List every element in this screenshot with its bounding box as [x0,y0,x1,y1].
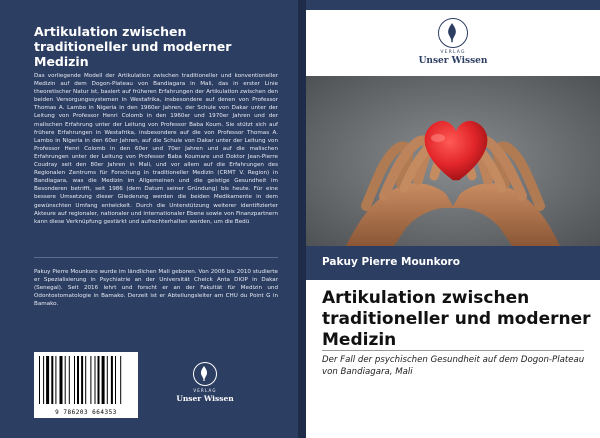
back-publisher-verlag: VERLAG [193,388,217,393]
front-cover-subtitle: Der Fall der psychischen Gesundheit auf dem Dogon-Plateau von Bandiagara, Mali [322,355,585,377]
tree-in-circle-icon [438,18,468,48]
author-bar [306,246,600,280]
hands-holding-heart-image [306,76,600,246]
back-cover-author-bio: Pakuy Pierre Mounkoro wurde im ländlichen Mali geboren. Von 2006 bis 2010 studierte er Spezialisierung in Psychiatrie an der Universität Cheick Anta DIOP in Dakar (Senegal). Seit 2016 lehrt und forscht er an der Fakultät für Medizin und Odontostomatologie in Bamako. Derzeit ist er Abteilungsleiter am CHU du Point G in Bamako. [34,269,278,308]
barcode [34,352,138,418]
back-publisher-logo [170,362,240,403]
front-cover-title: Artikulation zwischen traditioneller und moderner Medizin [322,288,591,350]
back-cover-divider [34,257,278,258]
back-cover-title: Artikulation zwischen traditioneller und moderner Medizin [34,24,232,69]
tree-in-circle-icon [193,362,217,386]
back-publisher-name: Unser Wissen [176,394,234,403]
back-cover [0,0,298,438]
front-cover [306,0,600,438]
book-spine [298,0,306,438]
front-cover-divider [322,350,584,351]
barcode-number: 9 786203 664353 [55,409,117,416]
front-publisher-logo [400,18,506,66]
front-top-bar [306,0,600,10]
front-author-name: Pakuy Pierre Mounkoro [322,256,460,268]
barcode-bars-icon [39,356,133,406]
front-publisher-name: Unser Wissen [418,56,488,66]
front-publisher-verlag: VERLAG [440,50,466,55]
back-cover-abstract: Das vorliegende Modell der Artikulation zwischen traditioneller und konventioneller Medizin auf dem Dogon-Plateau von Bandiagara in Mali, das in erster Linie theoretischer Natur ist, basiert auf früheren Erfahrungen der Artikulation zwischen den beiden Versorgungssystemen in Westafrika, insbesondere auf denen von Professor Thomas A. Lambo in Nigeria in den 1960er Jahren, der Schule von Dakar unter der Leitung von Professor Henri Colomb in den 1960er und 1970er Jahren und der malischen Erfahrung unter der Leitung von Professor Baba Koum. Sie stützt sich auf frühere Erfahrungen in Westafrika, insbesondere auf die von Professor Thomas A. Lambo in Nigeria in den 60er Jahren, auf die Schule von Dakar unter der Leitung von Professor Henri Colomb in den 60er und 70er Jahren und auf die malischen Erfahrungen unter der Leitung von Professor Baba Koumare und Doktor Jean-Pierre Coudray seit den 80er Jahren in Mali, und vor allem auf die Erfahrungen des Regionalen Zentrums für Forschung in traditioneller Medizin (CRMT V. Region) in Bandiagara, was die Medizin im Allgemeinen und die geistige Gesundheit im Besonderen betrifft, seit 1986 (dem Datum seiner Gründung) bis heute. Für eine bessere Umsetzung dieser Gliederung werden die beiden Medikamente in dem gewünschten Umfang entwickelt. Durch die Unterstützung weiterer identifizierter Akteure auf regionaler, nationaler und internationaler Ebene sowie von Finanzpartnern kann diese Verknüpfung gestärkt und aufrechterhalten werden, um die Bedü [34,73,278,225]
